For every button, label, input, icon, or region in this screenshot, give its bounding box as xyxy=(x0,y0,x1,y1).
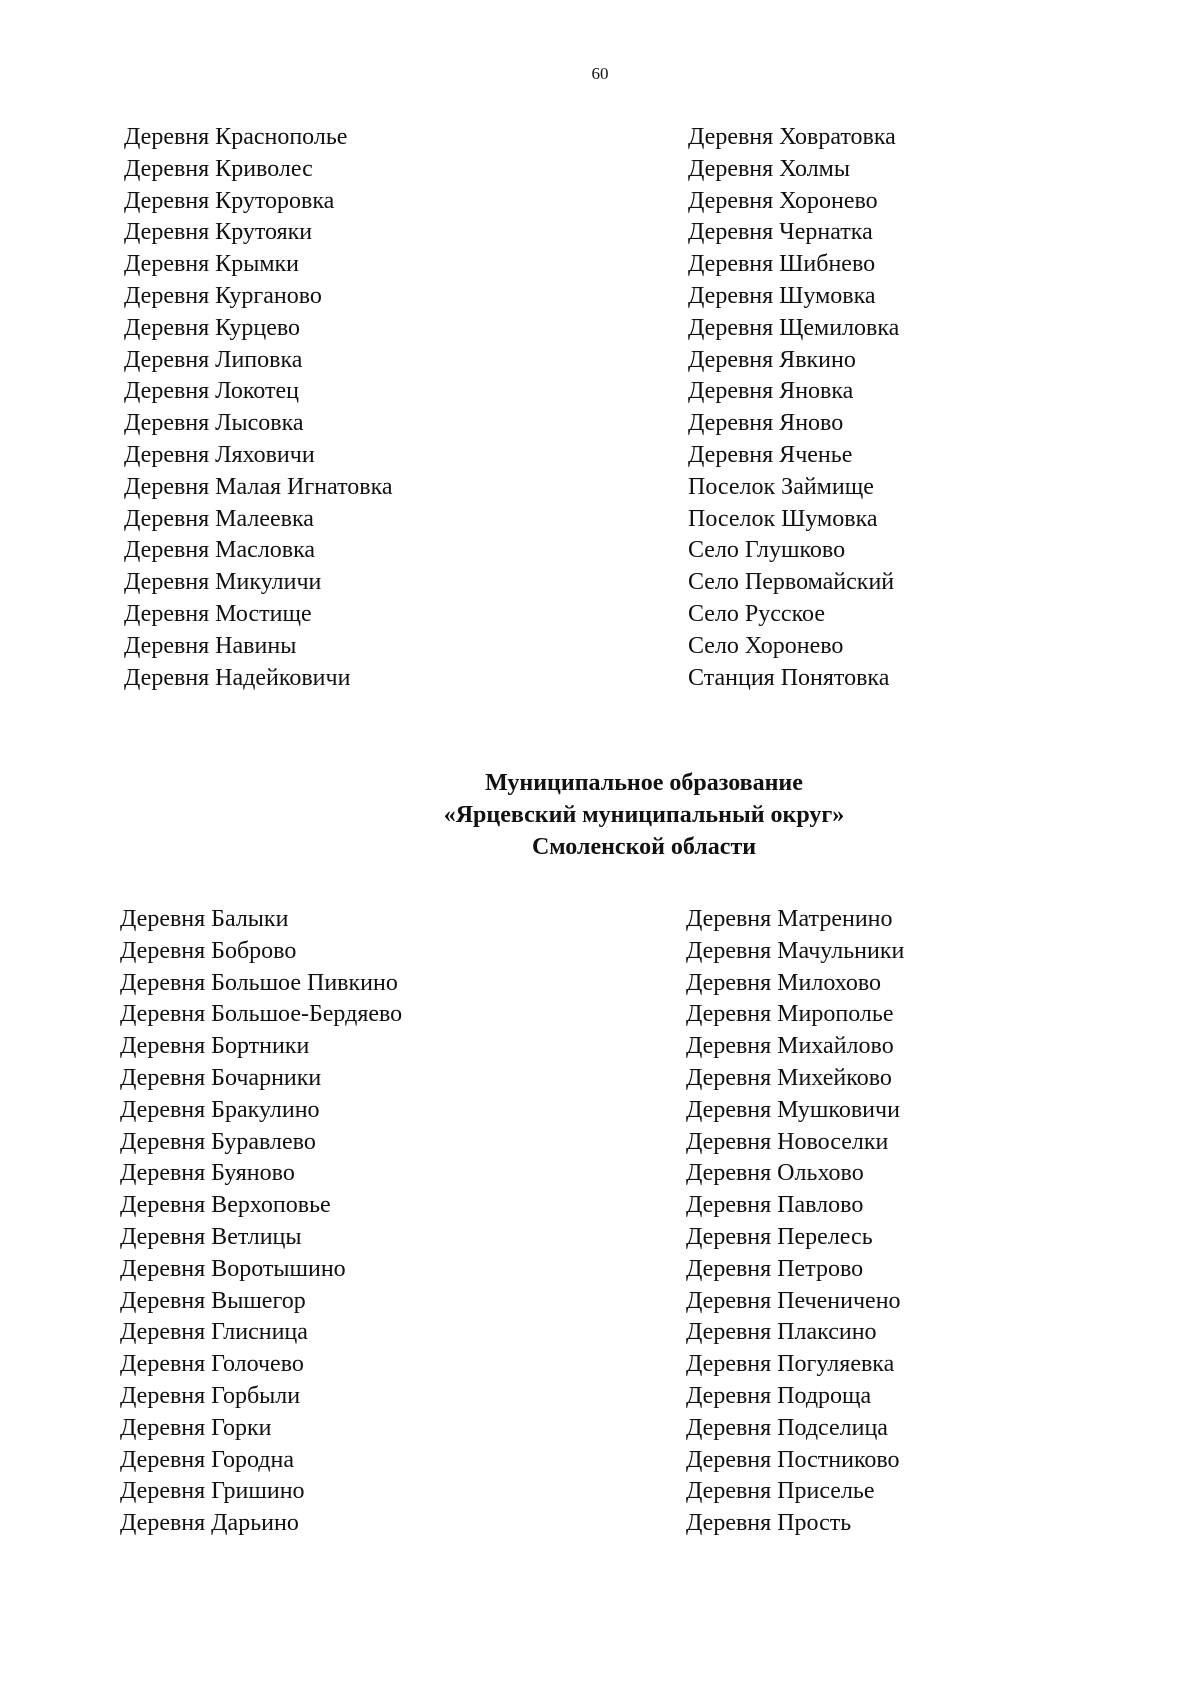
heading-line-2: «Ярцевский муниципальный округ» xyxy=(443,802,845,828)
settlement-item: Деревня Мирополье xyxy=(686,1001,894,1028)
settlement-list-section1-left xyxy=(124,122,393,694)
settlement-item: Село Первомайский xyxy=(688,569,895,596)
settlement-item: Деревня Хоронево xyxy=(688,187,878,214)
settlement-item: Деревня Бочарники xyxy=(120,1064,322,1091)
settlement-item: Село Хоронево xyxy=(688,632,844,659)
settlement-item: Деревня Буравлево xyxy=(120,1128,316,1155)
settlement-item: Деревня Михейково xyxy=(686,1064,892,1091)
settlement-item: Деревня Большое-Бердяево xyxy=(120,1001,403,1028)
settlement-item: Деревня Чернатка xyxy=(688,219,873,246)
settlement-item: Деревня Воротышино xyxy=(120,1255,346,1282)
settlement-item: Деревня Бракулино xyxy=(120,1096,320,1123)
settlement-item: Деревня Подселица xyxy=(686,1414,888,1441)
heading-line-1: Муниципальное образование xyxy=(485,770,803,796)
settlement-item: Деревня Приселье xyxy=(686,1478,875,1505)
settlement-item: Деревня Погуляевка xyxy=(686,1351,895,1378)
settlement-item: Деревня Горбыли xyxy=(120,1382,301,1409)
settlement-item: Деревня Мушковичи xyxy=(686,1096,900,1123)
settlement-item: Деревня Яново xyxy=(688,410,844,437)
settlement-item: Деревня Круторовка xyxy=(124,187,335,214)
settlement-item: Деревня Микуличи xyxy=(124,569,322,596)
settlement-item: Деревня Вышегор xyxy=(120,1287,306,1314)
page-number: 60 xyxy=(591,64,609,83)
settlement-item: Деревня Лысовка xyxy=(124,410,304,437)
settlement-item: Деревня Новоселки xyxy=(686,1128,889,1155)
settlement-item: Деревня Липовка xyxy=(124,346,303,373)
settlement-item: Деревня Большое Пивкино xyxy=(120,969,398,996)
settlement-item: Поселок Шумовка xyxy=(688,505,878,532)
settlement-item: Деревня Городна xyxy=(120,1446,294,1473)
settlement-item: Поселок Займище xyxy=(688,473,874,500)
settlement-item: Деревня Крымки xyxy=(124,251,300,278)
settlement-item: Деревня Шибнево xyxy=(688,251,876,278)
settlement-item: Деревня Яновка xyxy=(688,378,854,405)
settlement-item: Деревня Холмы xyxy=(688,155,850,182)
settlement-item: Деревня Шумовка xyxy=(688,282,876,309)
settlement-item: Деревня Локотец xyxy=(124,378,299,405)
settlement-item: Деревня Криволес xyxy=(124,155,313,182)
settlement-item: Деревня Михайлово xyxy=(686,1033,894,1060)
section-heading xyxy=(300,767,988,863)
settlement-item: Деревня Мачульники xyxy=(686,937,905,964)
settlement-item: Деревня Буяново xyxy=(120,1160,295,1187)
settlement-item: Деревня Ляховичи xyxy=(124,441,315,468)
settlement-item: Деревня Ольхово xyxy=(686,1160,864,1187)
settlement-item: Деревня Петрово xyxy=(686,1255,864,1282)
settlement-item: Деревня Малеевка xyxy=(124,505,314,532)
settlement-item: Деревня Плаксино xyxy=(686,1319,877,1346)
settlement-item: Деревня Краснополье xyxy=(124,124,348,150)
settlement-item: Деревня Бортники xyxy=(120,1033,310,1060)
settlement-item: Деревня Надейковичи xyxy=(124,664,351,691)
settlement-item: Деревня Мостище xyxy=(124,600,312,627)
settlement-item: Деревня Масловка xyxy=(124,537,316,564)
settlement-item: Деревня Крутояки xyxy=(124,219,313,246)
settlement-list-section2-left xyxy=(120,904,402,1540)
settlement-item: Деревня Глисница xyxy=(120,1319,308,1346)
settlement-item: Деревня Подроща xyxy=(686,1382,872,1409)
settlement-item: Деревня Перелесь xyxy=(686,1223,873,1250)
settlement-item: Деревня Явкино xyxy=(688,346,856,373)
settlement-list-section2-right xyxy=(686,904,904,1540)
settlement-item: Деревня Яченье xyxy=(688,441,853,468)
settlement-item: Деревня Ховратовка xyxy=(688,124,896,150)
settlement-item: Деревня Павлово xyxy=(686,1192,864,1219)
settlement-item: Деревня Дарьино xyxy=(120,1510,299,1537)
settlement-item: Деревня Верхоповье xyxy=(120,1192,331,1219)
settlement-item: Деревня Балыки xyxy=(120,906,289,932)
settlement-item: Деревня Курцево xyxy=(124,314,301,341)
settlement-item: Деревня Боброво xyxy=(120,937,297,964)
settlement-item: Деревня Матренино xyxy=(686,906,893,932)
settlement-item: Деревня Курганово xyxy=(124,282,322,309)
settlement-item: Деревня Постниково xyxy=(686,1446,900,1473)
settlement-item: Деревня Голочево xyxy=(120,1351,304,1378)
settlement-item: Село Глушково xyxy=(688,537,846,564)
settlement-item: Село Русское xyxy=(688,600,825,627)
settlement-list-section1-right xyxy=(688,122,899,694)
settlement-item: Деревня Прость xyxy=(686,1510,852,1537)
settlement-item: Деревня Малая Игнатовка xyxy=(124,473,393,500)
settlement-item: Деревня Горки xyxy=(120,1414,272,1441)
heading-line-3: Смоленской области xyxy=(531,834,757,860)
settlement-item: Деревня Щемиловка xyxy=(688,314,900,341)
settlement-item: Деревня Ветлицы xyxy=(120,1223,302,1250)
settlement-item: Деревня Печеничено xyxy=(686,1287,901,1314)
settlement-item: Деревня Гришино xyxy=(120,1478,305,1505)
settlement-item: Деревня Милохово xyxy=(686,969,881,996)
settlement-item: Деревня Навины xyxy=(124,632,297,659)
settlement-item: Станция Понятовка xyxy=(688,664,890,691)
